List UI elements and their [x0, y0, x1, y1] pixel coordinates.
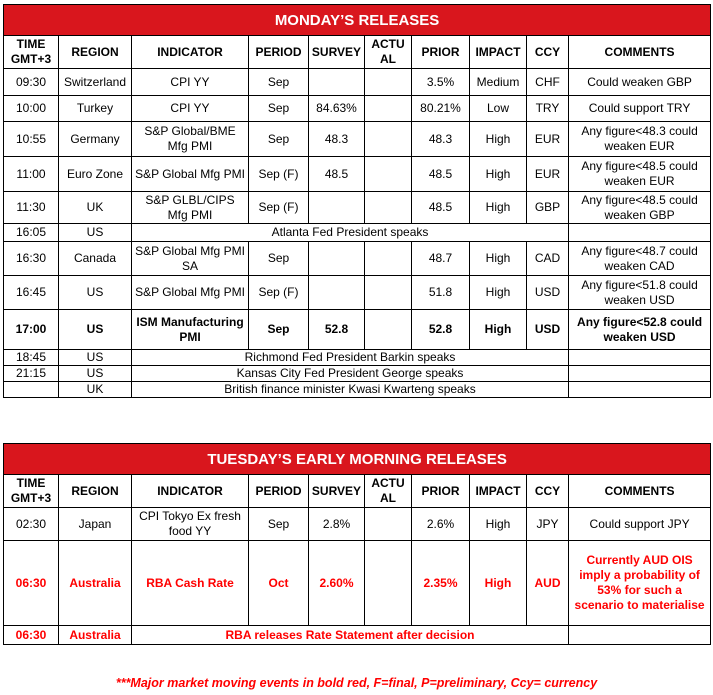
period-cell: Sep — [249, 242, 309, 276]
ccy-cell: USD — [527, 276, 569, 310]
region-cell: Australia — [59, 541, 132, 626]
indicator-cell: S&P Global Mfg PMI — [132, 157, 249, 192]
footnote: ***Major market moving events in bold red, F=final, P=preliminary, Ccy= currency — [115, 676, 598, 690]
monday-row — [4, 69, 711, 96]
monday-row — [4, 382, 711, 398]
comments-cell: Any figure<48.7 could weaken CAD — [569, 242, 711, 276]
time-cell: 16:45 — [4, 276, 59, 310]
comments-cell: Any figure<48.5 could weaken EUR — [569, 157, 711, 192]
monday-row — [4, 96, 711, 122]
header-survey: SURVEY — [309, 36, 365, 69]
prior-cell: 48.3 — [412, 122, 470, 157]
period-cell: Oct — [249, 541, 309, 626]
indicator-cell: S&P Global/BME Mfg PMI — [132, 122, 249, 157]
tuesday-title: TUESDAY’S EARLY MORNING RELEASES — [4, 444, 711, 475]
header-actual: ACTU AL — [365, 36, 412, 69]
actual-cell — [365, 157, 412, 192]
period-cell: Sep — [249, 310, 309, 350]
header-prior: PRIOR — [412, 475, 470, 508]
region-cell: Euro Zone — [59, 157, 132, 192]
monday-title: MONDAY’S RELEASES — [4, 5, 711, 36]
comments-cell: Could support JPY — [569, 508, 711, 541]
time-cell: 09:30 — [4, 69, 59, 96]
actual-cell — [365, 69, 412, 96]
header-region: REGION — [59, 36, 132, 69]
ccy-cell: GBP — [527, 192, 569, 224]
time-cell: 11:30 — [4, 192, 59, 224]
header-actual: ACTU AL — [365, 475, 412, 508]
tuesday-row — [4, 626, 711, 645]
prior-cell: 2.6% — [412, 508, 470, 541]
region-cell: US — [59, 276, 132, 310]
region-cell: UK — [59, 382, 132, 398]
monday-row — [4, 276, 711, 310]
time-cell: 18:45 — [4, 350, 59, 366]
tuesday-releases-table — [3, 443, 711, 645]
header-time: TIME GMT+3 — [4, 475, 59, 508]
region-cell: US — [59, 366, 132, 382]
indicator-cell: S&P Global Mfg PMI — [132, 276, 249, 310]
time-cell: 06:30 — [4, 626, 59, 645]
region-cell: Canada — [59, 242, 132, 276]
event-cell: Kansas City Fed President George speaks — [132, 366, 569, 382]
comments-cell: Could support TRY — [569, 96, 711, 122]
comments-cell — [569, 382, 711, 398]
period-cell: Sep (F) — [249, 157, 309, 192]
actual-cell — [365, 122, 412, 157]
prior-cell: 48.5 — [412, 192, 470, 224]
comments-cell: Currently AUD OIS imply a probability of 53% for such a scenario to materialise — [569, 541, 711, 626]
ccy-cell: JPY — [527, 508, 569, 541]
time-cell: 10:55 — [4, 122, 59, 157]
header-time: TIME GMT+3 — [4, 36, 59, 69]
header-region: REGION — [59, 475, 132, 508]
comments-cell: Any figure<52.8 could weaken USD — [569, 310, 711, 350]
monday-row — [4, 224, 711, 242]
tuesday-row — [4, 508, 711, 541]
survey-cell: 84.63% — [309, 96, 365, 122]
impact-cell: High — [470, 541, 527, 626]
header-ccy: CCY — [527, 475, 569, 508]
event-cell: Richmond Fed President Barkin speaks — [132, 350, 569, 366]
header-survey: SURVEY — [309, 475, 365, 508]
monday-header-row — [4, 36, 711, 69]
monday-row — [4, 366, 711, 382]
monday-row — [4, 122, 711, 157]
ccy-cell: AUD — [527, 541, 569, 626]
prior-cell: 2.35% — [412, 541, 470, 626]
monday-row — [4, 310, 711, 350]
period-cell: Sep — [249, 122, 309, 157]
region-cell: Australia — [59, 626, 132, 645]
event-cell: RBA releases Rate Statement after decision — [132, 626, 569, 645]
indicator-cell: CPI YY — [132, 69, 249, 96]
event-cell: British finance minister Kwasi Kwarteng speaks — [132, 382, 569, 398]
time-cell: 17:00 — [4, 310, 59, 350]
actual-cell — [365, 541, 412, 626]
comments-cell: Any figure<48.3 could weaken EUR — [569, 122, 711, 157]
monday-row — [4, 192, 711, 224]
region-cell: Switzerland — [59, 69, 132, 96]
survey-cell — [309, 242, 365, 276]
comments-cell: Could weaken GBP — [569, 69, 711, 96]
period-cell: Sep — [249, 96, 309, 122]
comments-cell: Any figure<51.8 could weaken USD — [569, 276, 711, 310]
event-cell: Atlanta Fed President speaks — [132, 224, 569, 242]
region-cell: US — [59, 224, 132, 242]
survey-cell: 52.8 — [309, 310, 365, 350]
header-comments: COMMENTS — [569, 36, 711, 69]
indicator-cell: S&P GLBL/CIPS Mfg PMI — [132, 192, 249, 224]
comments-cell — [569, 224, 711, 242]
header-impact: IMPACT — [470, 475, 527, 508]
time-cell — [4, 382, 59, 398]
prior-cell: 48.5 — [412, 157, 470, 192]
prior-cell: 48.7 — [412, 242, 470, 276]
monday-row — [4, 157, 711, 192]
time-cell: 16:05 — [4, 224, 59, 242]
impact-cell: High — [470, 276, 527, 310]
survey-cell: 2.8% — [309, 508, 365, 541]
time-cell: 16:30 — [4, 242, 59, 276]
impact-cell: High — [470, 122, 527, 157]
period-cell: Sep (F) — [249, 192, 309, 224]
prior-cell: 3.5% — [412, 69, 470, 96]
tuesday-header-row — [4, 475, 711, 508]
comments-cell — [569, 626, 711, 645]
ccy-cell: CHF — [527, 69, 569, 96]
region-cell: US — [59, 350, 132, 366]
prior-cell: 52.8 — [412, 310, 470, 350]
header-period: PERIOD — [249, 475, 309, 508]
time-cell: 10:00 — [4, 96, 59, 122]
impact-cell: High — [470, 508, 527, 541]
survey-cell: 48.5 — [309, 157, 365, 192]
monday-row — [4, 242, 711, 276]
impact-cell: Low — [470, 96, 527, 122]
impact-cell: High — [470, 192, 527, 224]
indicator-cell: ISM Manufacturing PMI — [132, 310, 249, 350]
monday-releases-table — [3, 4, 711, 398]
header-ccy: CCY — [527, 36, 569, 69]
survey-cell — [309, 276, 365, 310]
comments-cell — [569, 350, 711, 366]
ccy-cell: EUR — [527, 157, 569, 192]
tuesday-row — [4, 541, 711, 626]
actual-cell — [365, 192, 412, 224]
indicator-cell: RBA Cash Rate — [132, 541, 249, 626]
impact-cell: High — [470, 242, 527, 276]
comments-cell: Any figure<48.5 could weaken GBP — [569, 192, 711, 224]
survey-cell — [309, 69, 365, 96]
header-impact: IMPACT — [470, 36, 527, 69]
indicator-cell: CPI Tokyo Ex fresh food YY — [132, 508, 249, 541]
period-cell: Sep — [249, 69, 309, 96]
prior-cell: 51.8 — [412, 276, 470, 310]
header-comments: COMMENTS — [569, 475, 711, 508]
impact-cell: High — [470, 310, 527, 350]
monday-row — [4, 350, 711, 366]
time-cell: 21:15 — [4, 366, 59, 382]
impact-cell: High — [470, 157, 527, 192]
survey-cell — [309, 192, 365, 224]
prior-cell: 80.21% — [412, 96, 470, 122]
ccy-cell: USD — [527, 310, 569, 350]
ccy-cell: TRY — [527, 96, 569, 122]
header-indicator: INDICATOR — [132, 475, 249, 508]
time-cell: 02:30 — [4, 508, 59, 541]
region-cell: US — [59, 310, 132, 350]
region-cell: Turkey — [59, 96, 132, 122]
comments-cell — [569, 366, 711, 382]
ccy-cell: CAD — [527, 242, 569, 276]
ccy-cell: EUR — [527, 122, 569, 157]
actual-cell — [365, 276, 412, 310]
period-cell: Sep (F) — [249, 276, 309, 310]
survey-cell: 48.3 — [309, 122, 365, 157]
indicator-cell: S&P Global Mfg PMI SA — [132, 242, 249, 276]
actual-cell — [365, 242, 412, 276]
actual-cell — [365, 96, 412, 122]
region-cell: Germany — [59, 122, 132, 157]
header-indicator: INDICATOR — [132, 36, 249, 69]
region-cell: Japan — [59, 508, 132, 541]
actual-cell — [365, 310, 412, 350]
indicator-cell: CPI YY — [132, 96, 249, 122]
time-cell: 11:00 — [4, 157, 59, 192]
period-cell: Sep — [249, 508, 309, 541]
survey-cell: 2.60% — [309, 541, 365, 626]
actual-cell — [365, 508, 412, 541]
header-prior: PRIOR — [412, 36, 470, 69]
region-cell: UK — [59, 192, 132, 224]
header-period: PERIOD — [249, 36, 309, 69]
impact-cell: Medium — [470, 69, 527, 96]
time-cell: 06:30 — [4, 541, 59, 626]
